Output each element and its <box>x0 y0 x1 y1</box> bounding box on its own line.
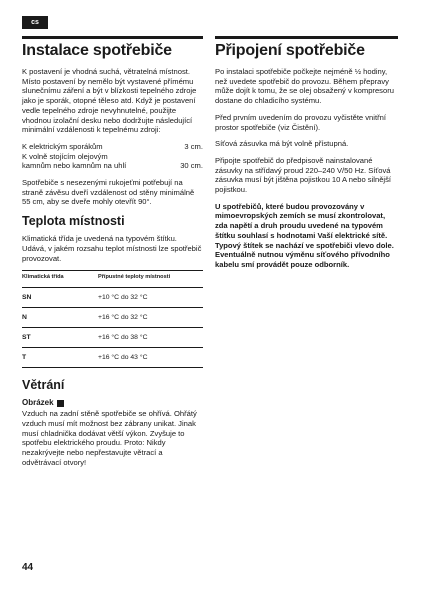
temperature-range: +16 °C do 43 °C <box>98 348 203 368</box>
climate-class: N <box>22 308 98 328</box>
climate-class: ST <box>22 328 98 348</box>
temperature-range: +16 °C do 38 °C <box>98 328 203 348</box>
climate-class-table <box>22 270 203 368</box>
figure-reference <box>22 398 203 408</box>
distance-row <box>22 152 203 162</box>
connection-paragraph-2: Před prvním uvedením do provozu vyčistěte vnitřní prostor spotřebiče (viz Čistění). <box>215 112 386 132</box>
connection-paragraph-3: Síťová zásuvka má být volně přístupná. <box>215 139 349 149</box>
table-row <box>22 288 203 308</box>
climate-class: T <box>22 348 98 368</box>
table-row <box>22 328 203 348</box>
table-row <box>22 308 203 328</box>
distance-label: kamnům nebo kamnům na uhlí <box>22 161 127 171</box>
temperature-range: +10 °C do 32 °C <box>98 288 203 308</box>
connection-warning: U spotřebičů, které budou provozovány v mimoevropských zemích se musí zkontrolovat, zda napětí a druh proudu uvedené na typovém štítku souhlasí s hodnotami Vaší elektrické sítě. Typový štítek se nachází ve spotřebiči vlevo dole. Eventuálně nutnou výměnu síťového přívodního kabelu smí provádět pouze odborník. <box>215 201 394 269</box>
page-number: 44 <box>22 562 34 573</box>
temperature-range: +16 °C do 32 °C <box>98 308 203 328</box>
distance-row <box>22 142 203 152</box>
installation-title: Instalace spotřebiče <box>22 36 203 60</box>
connection-paragraph-1: Po instalaci spotřebiče počkejte nejméně ½ hodiny, než uvedete spotřebič do provozu. Během přepravy může dojít k tomu, že se olej obsažený v kompresoru dostane do chladicího systému. <box>215 67 394 106</box>
installation-intro: K postavení je vhodná suchá, větratelná místnost. Místo postavení by nemělo být vystavené přímému slunečnímu záření a být v blízkosti tepelného zdroje jako je sporák, otopné těleso atd. Když je postavení vedle tepelného zdroje nevyhnutelné, použijte vhodnou izolační desku nebo dodržujte následující minimální vzdálenosti k tepelnému zdroji: <box>22 67 197 135</box>
figure-label: Obrázek <box>22 398 54 408</box>
figure-square-icon <box>57 400 64 407</box>
room-temperature-text: Klimatická třída je uvedená na typovém štítku. Udává, v jakém rozsahu teplot místnosti lze spotřebič provozovat. <box>22 234 202 263</box>
distance-label: K volně stojícím olejovým <box>22 151 108 161</box>
distance-value: 3 cm. <box>184 141 203 151</box>
room-temperature-title: Teplota místnosti <box>22 214 125 229</box>
connection-title: Připojení spotřebiče <box>215 36 398 60</box>
connection-paragraph-4: Připojte spotřebič do předpisově nainstalované zásuvky na střídavý proud 220–240 V/50 Hz. Síťová zásuvka musí být jištěna pojistkou 10 A nebo silnější pojistkou. <box>215 155 392 195</box>
hinge-note: Spotřebiče s nesezenými rukojeťmi potřebují na straně závěsu dveří vzdálenost od stěny minimálně 55 cm, aby se dveře mohly otevřít 90°. <box>22 178 195 207</box>
right-column <box>215 36 398 277</box>
table-row <box>22 348 203 368</box>
table-header-range: Přípustné teploty místnosti <box>98 271 203 288</box>
distance-row <box>22 161 203 171</box>
ventilation-title: Větrání <box>22 378 65 393</box>
language-badge: cs <box>22 16 48 29</box>
distance-list <box>22 142 203 171</box>
left-column <box>22 36 203 474</box>
table-header-class: Klimatická třída <box>22 271 98 288</box>
distance-label: K elektrickým sporákům <box>22 141 103 151</box>
ventilation-text: Vzduch na zadní stěně spotřebiče se ohřívá. Ohřátý vzduch musí mít možnost bez zábrany unikat. Jinak musí chladnička dodávat větší výkon. Zvyšuje to spotřebu elektrického proudu. Proto: Nikdy nezakrývejte nebo nepřestavujte větrací a odvětrávací otvory! <box>22 409 197 467</box>
distance-value: 30 cm. <box>180 161 203 171</box>
climate-class: SN <box>22 288 98 308</box>
